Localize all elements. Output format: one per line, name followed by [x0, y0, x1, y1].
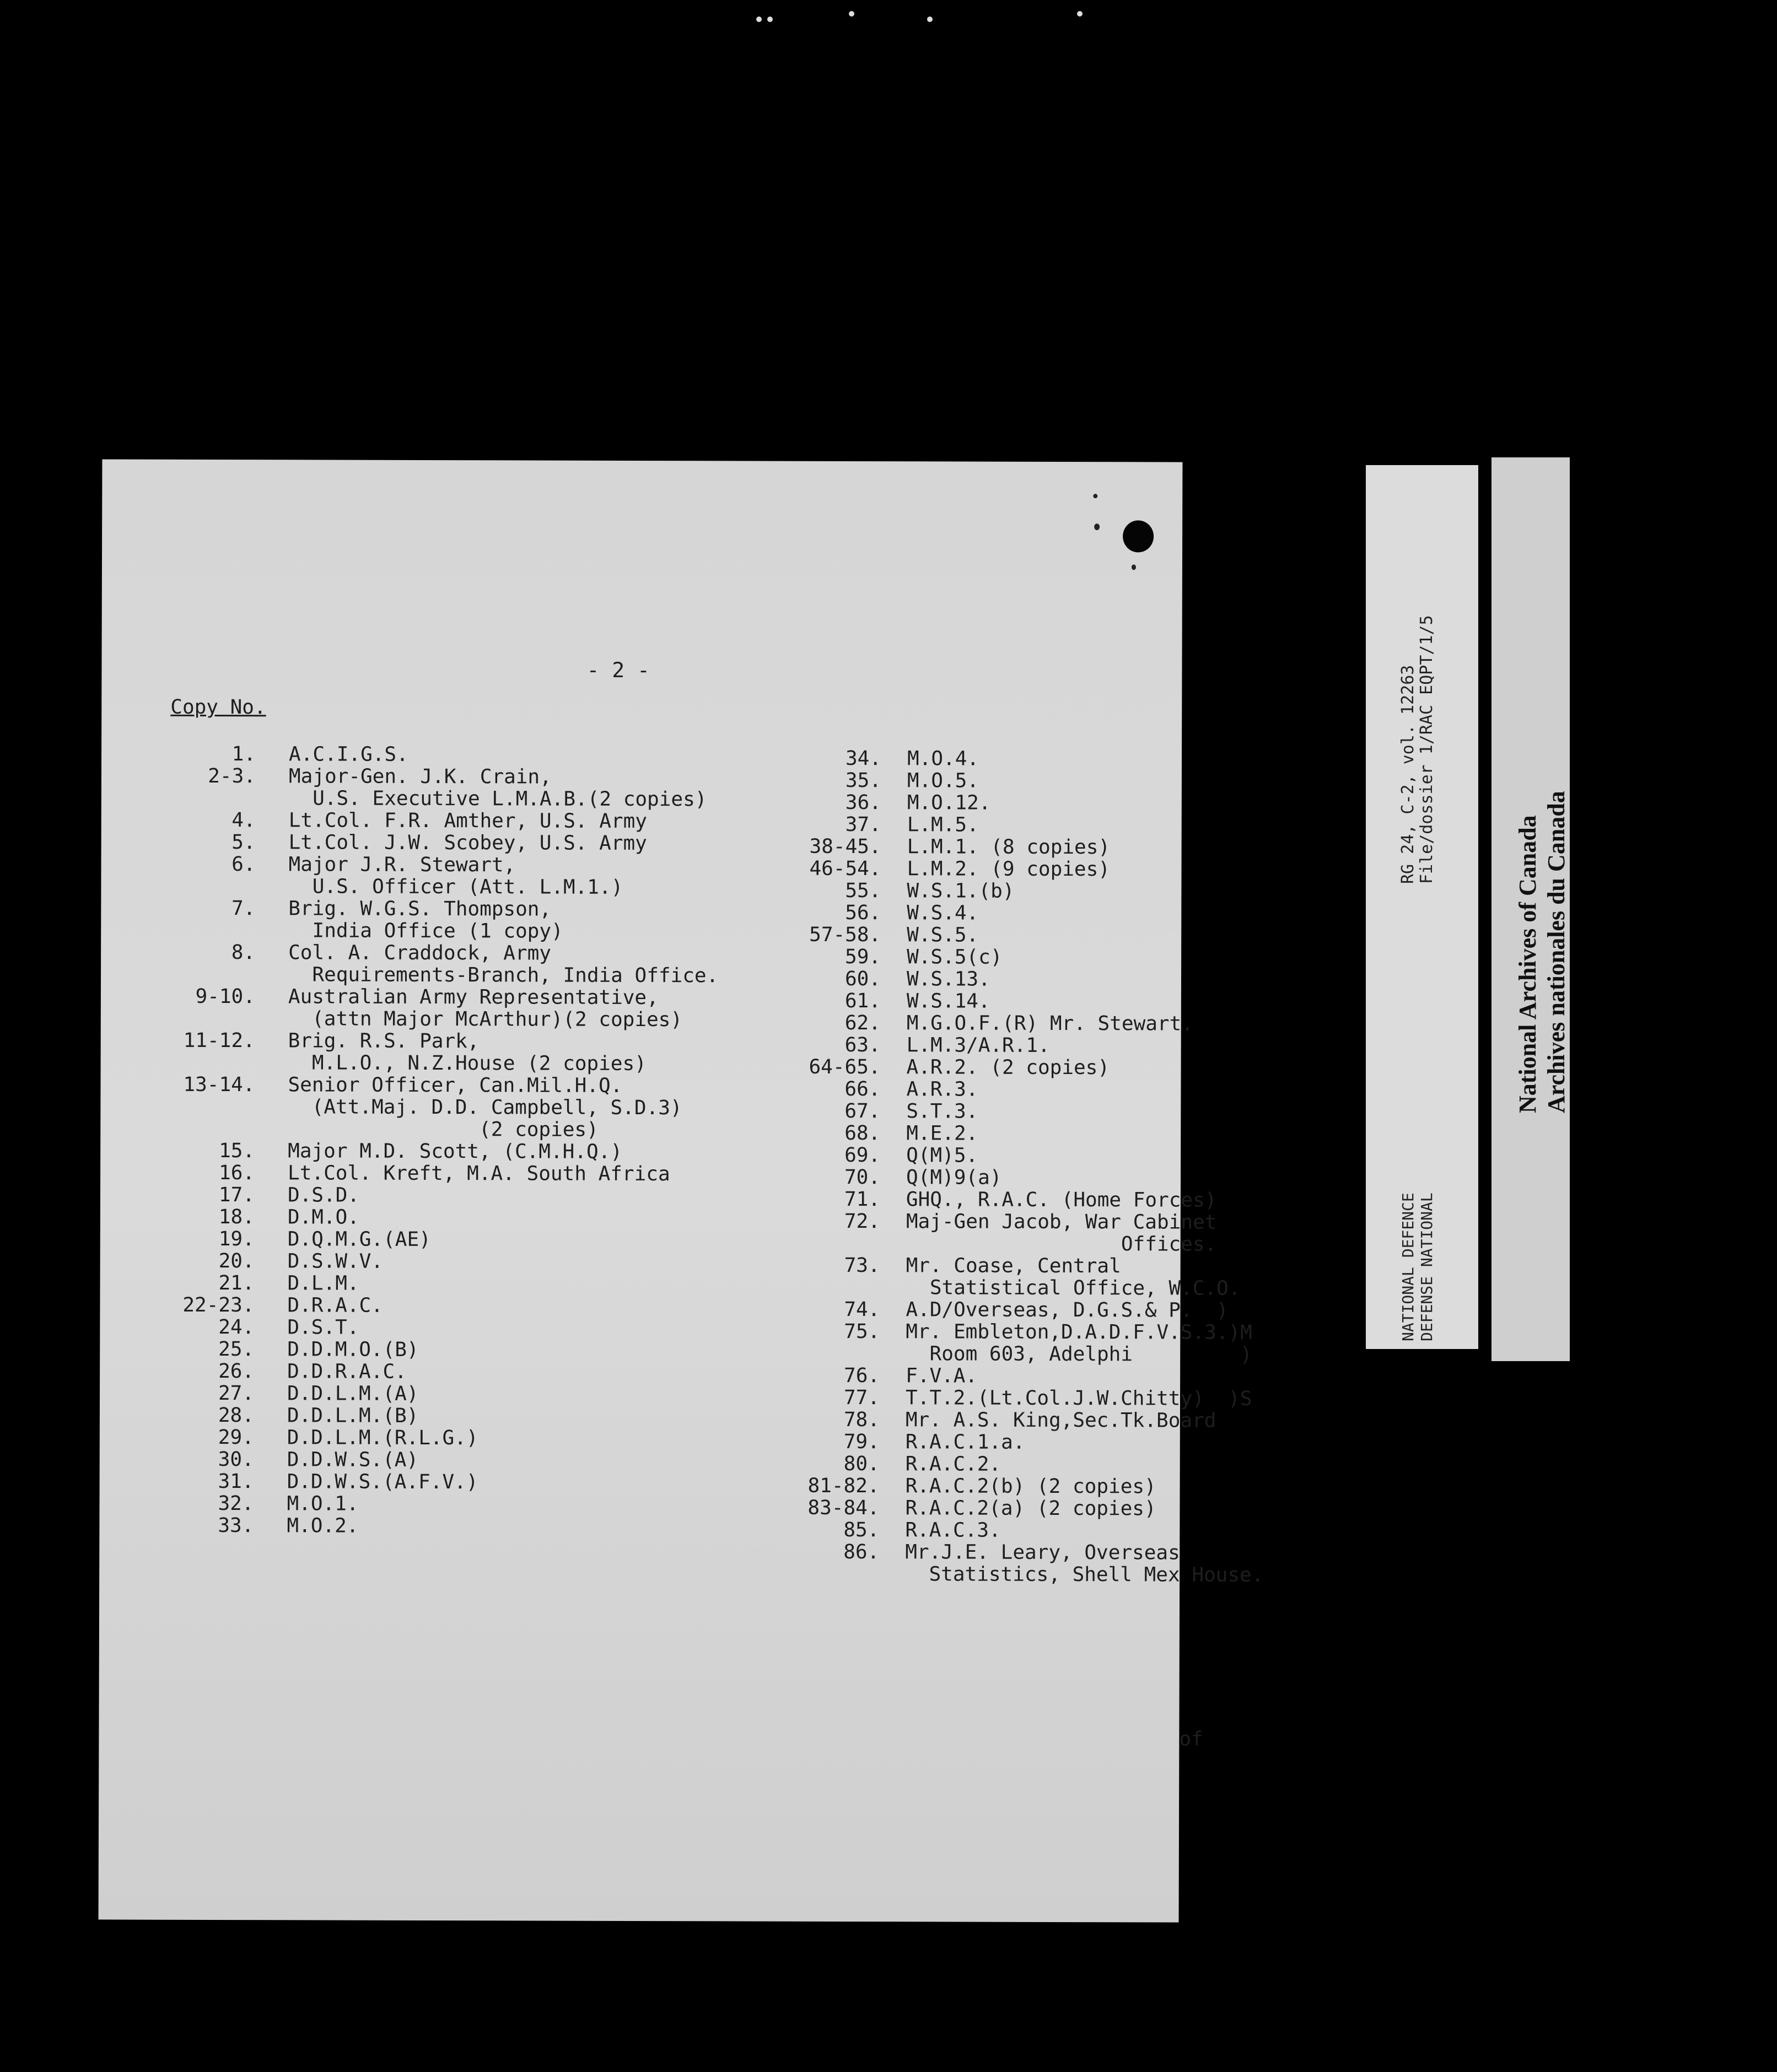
recipient: D.D.W.S.(A): [287, 1448, 419, 1471]
recipient: W.S.5.: [907, 924, 979, 947]
list-item: [100, 1184, 734, 1207]
recipient: (Att.Maj. D.D. Campbell, S.D.3): [288, 1096, 682, 1120]
stamp-line-1: National Archives of Canada: [1514, 815, 1541, 1113]
copy-number: 21.: [218, 1271, 255, 1295]
ink-speck: [1132, 564, 1136, 570]
copy-number: 55.: [845, 879, 881, 903]
recipient: Q(M)5.: [906, 1144, 978, 1167]
list-item: [680, 813, 1176, 837]
list-item: [679, 1100, 1175, 1123]
film-speck: [767, 17, 773, 22]
copy-number: 27.: [218, 1382, 255, 1405]
copy-number: 11-12.: [183, 1029, 255, 1053]
recipient: D.D.L.M.(A): [287, 1382, 419, 1405]
recipient: Statistical Office, W.C.O.: [906, 1276, 1241, 1300]
copy-number: 1.: [231, 743, 256, 766]
list-item: [679, 1144, 1175, 1167]
list-item: [680, 1011, 1194, 1035]
archive-stamp: [1491, 457, 1570, 1361]
list-item: [101, 853, 735, 877]
list-item: [679, 1408, 1216, 1432]
department-line-1: NATIONAL DEFENCE: [1399, 1193, 1417, 1341]
list-item: [100, 1250, 734, 1274]
copy-number: 16.: [218, 1161, 255, 1185]
copy-number: 30.: [218, 1448, 254, 1471]
ink-speck: [1094, 524, 1100, 530]
list-item: [101, 809, 735, 833]
copy-number-header: Copy No.: [170, 695, 266, 719]
list-item: [101, 743, 735, 767]
list-item: [680, 902, 1176, 925]
recipient: D.S.W.V.: [287, 1250, 384, 1273]
list-item: [100, 1338, 734, 1362]
list-item: [679, 1431, 1175, 1454]
department-text: [1399, 457, 1443, 1341]
recipient: Requirements-Branch, India Office.: [288, 963, 719, 988]
film-speck: [1077, 11, 1083, 17]
list-item: [100, 1206, 734, 1229]
recipient: R.A.C.3.: [905, 1519, 1001, 1542]
list-item: [679, 1254, 1175, 1277]
list-item: [101, 1007, 735, 1031]
list-item: [679, 1232, 1217, 1256]
recipient: Australian Army Representative,: [288, 985, 659, 1010]
list-item: [679, 1276, 1241, 1300]
list-item: [101, 941, 735, 965]
list-item: [100, 1162, 734, 1185]
ink-speck: [1093, 494, 1097, 498]
list-item: [680, 1056, 1176, 1079]
list-item: [100, 1073, 734, 1097]
list-item: [100, 1140, 734, 1163]
recipient: A.C.I.G.S.: [289, 743, 408, 766]
copy-number: 75.: [844, 1320, 880, 1343]
recipient: (attn Major McArthur)(2 copies): [288, 1007, 683, 1032]
recipient: A.R.2. (2 copies): [906, 1056, 1110, 1080]
film-speck: [849, 11, 854, 17]
reference-line-2: File/dossier 1/RAC EQPT/1/5: [1417, 615, 1436, 884]
recipient: M.G.O.F.(R) Mr. Stewart.: [906, 1012, 1194, 1035]
copy-number: 79.: [843, 1430, 880, 1454]
list-item: [680, 879, 1176, 903]
list-item: [680, 990, 1176, 1013]
recipient: A.R.3.: [906, 1078, 978, 1101]
list-item: [100, 1382, 734, 1406]
list-item: [678, 1563, 1264, 1587]
copy-number: 60.: [844, 967, 881, 991]
list-item: [100, 1272, 734, 1296]
copy-number: 68.: [844, 1121, 881, 1145]
list-item: [101, 985, 735, 1009]
copy-number: 28.: [218, 1404, 254, 1427]
list-item: [101, 787, 735, 811]
copy-number: 80.: [843, 1452, 880, 1476]
copy-number: 7.: [231, 897, 256, 920]
recipient: D.S.D.: [287, 1184, 360, 1207]
copy-number: 29.: [218, 1426, 254, 1449]
punch-hole: [1123, 520, 1154, 552]
recipient: D.D.M.O.(B): [287, 1338, 419, 1361]
copy-number: 18.: [218, 1205, 255, 1229]
copy-number: 64-65.: [809, 1055, 881, 1079]
list-item: [680, 968, 1176, 991]
recipient: L.M.5.: [907, 813, 979, 837]
copy-number: 71.: [844, 1188, 881, 1211]
copy-number: 56.: [845, 901, 881, 925]
copy-number: 74.: [844, 1298, 880, 1321]
recipient: L.M.1. (8 copies): [907, 835, 1111, 859]
recipient: (2 copies): [288, 1118, 599, 1141]
list-item: [100, 1316, 734, 1340]
recipient: D.D.R.A.C.: [287, 1360, 407, 1383]
copy-number: 61.: [844, 989, 881, 1013]
copy-number: 62.: [844, 1011, 881, 1035]
list-item: [679, 1210, 1217, 1234]
list-item: [101, 897, 735, 921]
list-item: [101, 875, 735, 899]
copy-number: 78.: [843, 1408, 880, 1432]
archive-reference-label: [1366, 465, 1478, 1349]
copy-number: 76.: [844, 1364, 880, 1388]
copy-number: 46-54.: [809, 857, 881, 881]
copy-number: 8.: [231, 941, 256, 964]
recipient: Mr. Embleton,D.A.D.F.V.S.3.)M: [906, 1320, 1252, 1344]
copy-number: [679, 1232, 880, 1233]
recipient: Major M.D. Scott, (C.M.H.Q.): [288, 1140, 623, 1163]
recipient: R.A.C.2(a) (2 copies): [905, 1497, 1156, 1520]
copy-number: 69.: [844, 1143, 881, 1167]
recipient: D.R.A.C.: [287, 1294, 383, 1317]
recipient: M.O.1.: [287, 1492, 359, 1515]
list-item: [100, 1426, 734, 1450]
list-item: [101, 1029, 735, 1053]
list-item: [100, 1448, 734, 1472]
recipient: Mr.J.E. Leary, Overseas: [905, 1541, 1180, 1564]
recipient: D.Q.M.G.(AE): [287, 1228, 431, 1251]
recipient: D.D.L.M.(R.L.G.): [287, 1426, 478, 1450]
recipient: M.L.O., N.Z.House (2 copies): [288, 1051, 647, 1076]
copy-number: 70.: [844, 1166, 881, 1189]
copy-number: 34.: [845, 747, 882, 770]
recipient: Senior Officer, Can.Mil.H.Q.: [288, 1073, 623, 1097]
list-item: [99, 1492, 733, 1516]
recipient: M.O.5.: [907, 769, 979, 792]
recipient: Major J.R. Stewart,: [288, 853, 516, 877]
recipient: M.O.4.: [907, 747, 979, 770]
copy-number: [101, 1007, 255, 1008]
list-item: [101, 919, 735, 943]
copy-number: 17.: [218, 1183, 255, 1207]
copy-number: 4.: [231, 809, 256, 832]
copy-number: 38-45.: [809, 835, 881, 859]
copy-number: 24.: [218, 1315, 255, 1339]
list-item: [101, 765, 735, 789]
list-item: [100, 1404, 734, 1428]
list-item: [679, 1166, 1175, 1189]
copy-number: 35.: [845, 769, 882, 792]
recipient: A.D/Overseas, D.G.S.& P. ): [906, 1298, 1229, 1322]
stamp-line-2: Archives nationales du Canada: [1543, 791, 1570, 1113]
recipient: F.V.A.: [906, 1364, 978, 1388]
recipient: Mr. Coase, Central: [906, 1254, 1121, 1278]
recipient: M.O.2.: [287, 1514, 359, 1537]
recipient: T.T.2.(Lt.Col.J.W.Chitty) )S: [905, 1386, 1252, 1410]
list-item: [100, 1470, 734, 1494]
stamp-text: [1514, 562, 1574, 1113]
copy-number: 85.: [843, 1518, 880, 1542]
distribution-list-right: [678, 747, 1264, 1587]
copy-number: 2-3.: [208, 764, 256, 788]
copy-number: 73.: [844, 1254, 880, 1277]
copy-number: [101, 875, 255, 876]
list-item: [680, 1034, 1176, 1057]
list-item: [680, 769, 1176, 792]
recipient: Major-Gen. J.K. Crain,: [288, 765, 552, 789]
recipient: U.S. Executive L.M.A.B.(2 copies): [288, 787, 707, 811]
copy-number: [679, 1276, 880, 1277]
recipient: U.S. Officer (Att. L.M.1.): [288, 875, 623, 899]
list-item: [680, 924, 1176, 947]
list-item: [678, 1519, 1174, 1542]
film-speck: [756, 17, 762, 22]
recipient: Offices.: [906, 1232, 1217, 1256]
copy-number: [101, 919, 255, 920]
copy-number: 86.: [843, 1540, 880, 1564]
recipient: Col. A. Craddock, Army: [288, 941, 552, 965]
recipient: L.M.3/A.R.1.: [906, 1034, 1050, 1057]
list-item: [679, 1386, 1252, 1410]
copy-number: 66.: [844, 1077, 881, 1101]
list-item: [679, 1453, 1175, 1476]
recipient: D.D.L.M.(B): [287, 1404, 419, 1427]
copy-number: 77.: [843, 1386, 880, 1410]
recipient: D.M.O.: [287, 1206, 359, 1229]
list-item: [101, 963, 735, 987]
recipient: Statistics, Shell Mex House.: [905, 1563, 1264, 1587]
copy-number: 59.: [845, 945, 881, 969]
copy-number: 9-10.: [195, 985, 255, 1008]
list-item: [100, 1360, 734, 1384]
recipient: M.E.2.: [906, 1122, 978, 1145]
list-item: [679, 1298, 1229, 1322]
list-item: [679, 1078, 1175, 1101]
copy-number: 36.: [845, 791, 881, 814]
recipient: India Office (1 copy): [288, 919, 563, 943]
recipient: M.O.12.: [907, 791, 991, 814]
recipient: Brig. W.G.S. Thompson,: [288, 897, 552, 921]
copy-number: 22-23.: [182, 1293, 255, 1317]
list-item: [680, 857, 1176, 881]
department-line-2: DEFENSE NATIONAL: [1418, 1193, 1436, 1341]
recipient: Mr. A.S. King,Sec.Tk.Board: [905, 1409, 1216, 1432]
list-item: [680, 747, 1176, 770]
copy-number: [101, 1051, 255, 1052]
copy-number: 72.: [844, 1210, 880, 1233]
copy-number: 19.: [218, 1227, 255, 1251]
copy-number: 63.: [844, 1033, 881, 1057]
list-item: [679, 1122, 1175, 1145]
copy-number: 25.: [218, 1337, 255, 1361]
list-item: [679, 1320, 1252, 1344]
film-speck: [927, 17, 933, 22]
copy-number: [101, 963, 255, 964]
reference-line-1: RG 24, C-2, vol. 12263: [1398, 665, 1418, 884]
recipient: Maj-Gen Jacob, War Cabinet: [906, 1210, 1217, 1234]
recipient: GHQ., R.A.C. (Home Forces): [906, 1188, 1217, 1212]
recipient: Lt.Col. Kreft, M.A. South Africa: [288, 1162, 670, 1186]
list-item: [679, 1364, 1175, 1388]
list-item: [100, 1294, 734, 1318]
copy-number: 31.: [218, 1470, 254, 1493]
recipient: W.S.5(c): [907, 946, 1003, 969]
recipient: W.S.13.: [906, 968, 990, 991]
copy-number: 13-14.: [183, 1073, 255, 1097]
list-item: [101, 1051, 735, 1075]
recipient: Lt.Col. F.R. Amther, U.S. Army: [288, 809, 648, 833]
recipient: Room 603, Adelphi ): [906, 1342, 1252, 1366]
brace-annotation: of: [1179, 1728, 1203, 1751]
list-item: [678, 1540, 1180, 1564]
recipient: D.S.T.: [287, 1316, 359, 1339]
document-page: [99, 459, 1264, 1922]
copy-number: 67.: [844, 1099, 881, 1123]
recipient: W.S.4.: [907, 902, 979, 925]
copy-number: 37.: [845, 813, 881, 837]
list-item: [99, 1514, 733, 1538]
copy-number: 32.: [218, 1492, 254, 1515]
list-item: [100, 1228, 734, 1251]
copy-number: 15.: [219, 1139, 255, 1163]
list-item: [680, 835, 1176, 859]
recipient: R.A.C.2.: [905, 1453, 1001, 1476]
list-item: [679, 1475, 1175, 1498]
recipient: W.S.14.: [906, 990, 990, 1013]
recipient: D.D.W.S.(A.F.V.): [287, 1470, 478, 1494]
list-item: [680, 946, 1176, 969]
copy-number: 81-82.: [807, 1474, 880, 1498]
distribution-list-left: [99, 743, 735, 1538]
copy-number: 83-84.: [807, 1496, 880, 1520]
list-item: [679, 1188, 1217, 1212]
recipient: W.S.1.(b): [907, 879, 1015, 903]
recipient: Q(M)9(a): [906, 1166, 1002, 1189]
copy-number: 6.: [231, 853, 256, 876]
list-item: [101, 831, 735, 855]
recipient: R.A.C.1.a.: [905, 1431, 1025, 1454]
recipient: S.T.3.: [906, 1100, 978, 1123]
copy-number: 33.: [218, 1514, 254, 1537]
recipient: L.M.2. (9 copies): [907, 857, 1111, 881]
recipient: D.L.M.: [287, 1272, 359, 1295]
copy-number: [679, 1342, 880, 1343]
recipient: Brig. R.S. Park,: [288, 1029, 480, 1053]
copy-number: 26.: [218, 1359, 255, 1383]
list-item: [680, 791, 1176, 814]
recipient: Lt.Col. J.W. Scobey, U.S. Army: [288, 831, 647, 855]
page-number: - 2 -: [586, 657, 650, 683]
recipient: R.A.C.2(b) (2 copies): [905, 1475, 1156, 1498]
list-item: [679, 1342, 1252, 1366]
list-item: [678, 1497, 1174, 1520]
copy-number: 57-58.: [809, 923, 881, 947]
list-item: [100, 1118, 734, 1141]
copy-number: 20.: [218, 1249, 255, 1273]
list-item: [100, 1096, 734, 1119]
copy-number: 5.: [231, 831, 256, 854]
